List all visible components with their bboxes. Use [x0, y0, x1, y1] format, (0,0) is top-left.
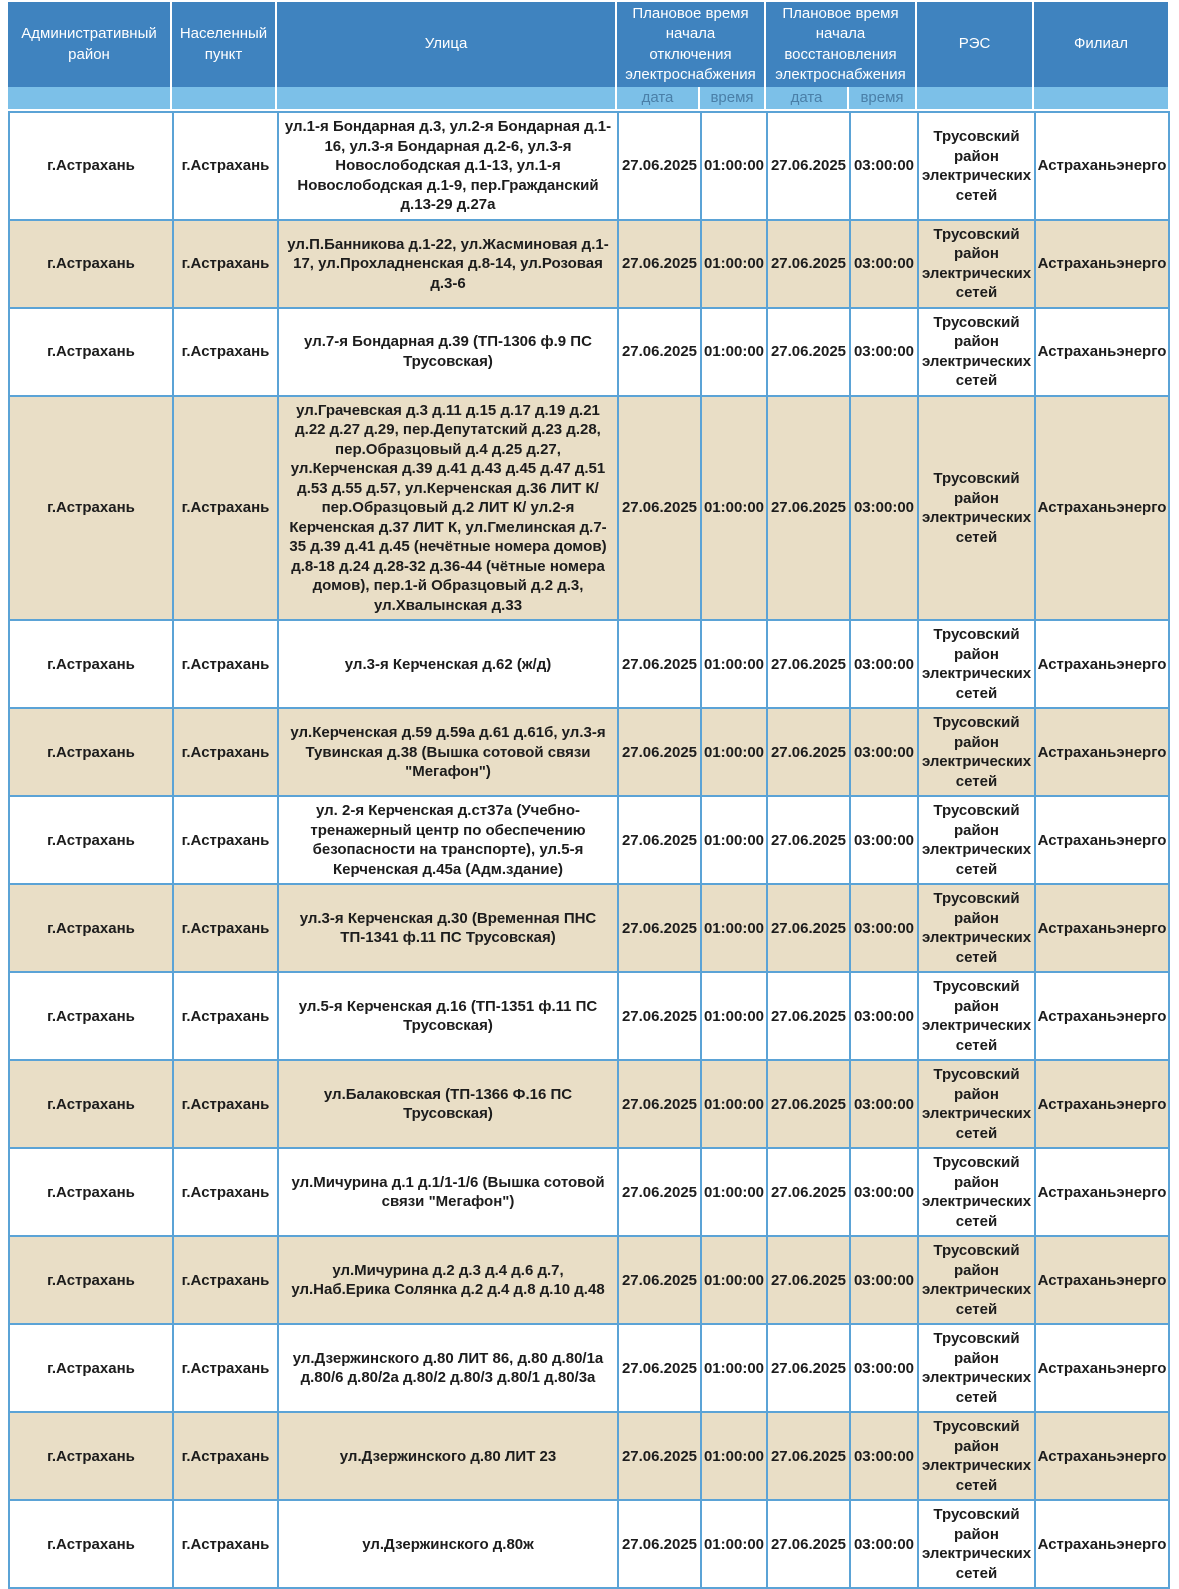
- cell-district: г.Астрахань: [8, 397, 172, 622]
- table-row: [8, 973, 1170, 1061]
- cell-restore-date: 27.06.2025: [766, 1413, 849, 1501]
- cell-restore-date: 27.06.2025: [766, 397, 849, 622]
- cell-street: ул. 2-я Керченская д.ст37а (Учебно-тренажерный центр по обеспечению безопасности на транспорте), ул.5-я Керченская д.45а (Адм.здание): [277, 797, 617, 885]
- cell-restore-date: 27.06.2025: [766, 221, 849, 309]
- cell-outage-date: 27.06.2025: [617, 621, 700, 709]
- cell-res: Трусовский район электрических сетей: [917, 885, 1034, 973]
- subheader-empty-cell: [917, 87, 1034, 111]
- cell-district: г.Астрахань: [8, 621, 172, 709]
- table-row: [8, 309, 1170, 397]
- cell-district: г.Астрахань: [8, 1061, 172, 1149]
- cell-outage-date: 27.06.2025: [617, 1061, 700, 1149]
- cell-settlement: г.Астрахань: [172, 973, 277, 1061]
- cell-outage-time: 01:00:00: [700, 1149, 766, 1237]
- col-header-district: Административный район: [8, 2, 172, 87]
- cell-outage-date: 27.06.2025: [617, 1501, 700, 1589]
- cell-outage-time: 01:00:00: [700, 973, 766, 1061]
- cell-restore-time: 03:00:00: [849, 621, 917, 709]
- cell-settlement: г.Астрахань: [172, 1501, 277, 1589]
- cell-branch: Астраханьэнерго: [1034, 309, 1170, 397]
- cell-district: г.Астрахань: [8, 1149, 172, 1237]
- cell-restore-time: 03:00:00: [849, 1237, 917, 1325]
- subheader-restore-date-label: дата: [766, 87, 849, 111]
- cell-outage-date: 27.06.2025: [617, 973, 700, 1061]
- col-header-outage-start: Плановое время начала отключения электроснабжения: [617, 2, 766, 87]
- cell-street: ул.Керченская д.59 д.59а д.61 д.61б, ул.3-я Тувинская д.38 (Вышка сотовой связи "Мегафон"): [277, 709, 617, 797]
- cell-restore-date: 27.06.2025: [766, 309, 849, 397]
- cell-street: ул.Мичурина д.1 д.1/1-1/6 (Вышка сотовой связи "Мегафон"): [277, 1149, 617, 1237]
- cell-restore-date: 27.06.2025: [766, 1061, 849, 1149]
- cell-branch: Астраханьэнерго: [1034, 797, 1170, 885]
- table-row: [8, 621, 1170, 709]
- table-row: [8, 1501, 1170, 1589]
- cell-restore-time: 03:00:00: [849, 709, 917, 797]
- table-row: [8, 1325, 1170, 1413]
- cell-district: г.Астрахань: [8, 1413, 172, 1501]
- cell-res: Трусовский район электрических сетей: [917, 397, 1034, 622]
- cell-res: Трусовский район электрических сетей: [917, 1149, 1034, 1237]
- cell-outage-date: 27.06.2025: [617, 1149, 700, 1237]
- cell-outage-date: 27.06.2025: [617, 797, 700, 885]
- cell-restore-time: 03:00:00: [849, 111, 917, 221]
- table-row: [8, 1061, 1170, 1149]
- cell-outage-time: 01:00:00: [700, 709, 766, 797]
- cell-settlement: г.Астрахань: [172, 397, 277, 622]
- cell-res: Трусовский район электрических сетей: [917, 111, 1034, 221]
- table-row: [8, 1149, 1170, 1237]
- outage-schedule-table: [8, 2, 1170, 1589]
- table-header: [8, 2, 1170, 111]
- cell-settlement: г.Астрахань: [172, 1325, 277, 1413]
- cell-settlement: г.Астрахань: [172, 797, 277, 885]
- cell-district: г.Астрахань: [8, 1325, 172, 1413]
- cell-settlement: г.Астрахань: [172, 885, 277, 973]
- cell-restore-date: 27.06.2025: [766, 1325, 849, 1413]
- cell-outage-time: 01:00:00: [700, 1061, 766, 1149]
- subheader-empty-cell: [277, 87, 617, 111]
- cell-restore-time: 03:00:00: [849, 1413, 917, 1501]
- cell-restore-date: 27.06.2025: [766, 797, 849, 885]
- cell-restore-date: 27.06.2025: [766, 621, 849, 709]
- cell-settlement: г.Астрахань: [172, 1413, 277, 1501]
- cell-branch: Астраханьэнерго: [1034, 1413, 1170, 1501]
- cell-district: г.Астрахань: [8, 797, 172, 885]
- cell-res: Трусовский район электрических сетей: [917, 309, 1034, 397]
- cell-outage-date: 27.06.2025: [617, 709, 700, 797]
- cell-street: ул.5-я Керченская д.16 (ТП-1351 ф.11 ПС Трусовская): [277, 973, 617, 1061]
- cell-street: ул.Дзержинского д.80ж: [277, 1501, 617, 1589]
- cell-res: Трусовский район электрических сетей: [917, 1061, 1034, 1149]
- cell-branch: Астраханьэнерго: [1034, 111, 1170, 221]
- cell-restore-date: 27.06.2025: [766, 709, 849, 797]
- cell-branch: Астраханьэнерго: [1034, 221, 1170, 309]
- table-row: [8, 111, 1170, 221]
- cell-branch: Астраханьэнерго: [1034, 1237, 1170, 1325]
- cell-settlement: г.Астрахань: [172, 111, 277, 221]
- cell-outage-date: 27.06.2025: [617, 309, 700, 397]
- cell-outage-date: 27.06.2025: [617, 397, 700, 622]
- cell-settlement: г.Астрахань: [172, 709, 277, 797]
- cell-street: ул.3-я Керченская д.62 (ж/д): [277, 621, 617, 709]
- cell-outage-time: 01:00:00: [700, 1325, 766, 1413]
- cell-restore-time: 03:00:00: [849, 1325, 917, 1413]
- cell-res: Трусовский район электрических сетей: [917, 1325, 1034, 1413]
- cell-restore-time: 03:00:00: [849, 885, 917, 973]
- cell-outage-date: 27.06.2025: [617, 111, 700, 221]
- cell-settlement: г.Астрахань: [172, 309, 277, 397]
- cell-restore-date: 27.06.2025: [766, 1149, 849, 1237]
- subheader-empty-cell: [8, 87, 172, 111]
- cell-restore-date: 27.06.2025: [766, 1237, 849, 1325]
- cell-restore-date: 27.06.2025: [766, 885, 849, 973]
- cell-district: г.Астрахань: [8, 309, 172, 397]
- cell-district: г.Астрахань: [8, 221, 172, 309]
- cell-outage-date: 27.06.2025: [617, 221, 700, 309]
- cell-branch: Астраханьэнерго: [1034, 1149, 1170, 1237]
- cell-restore-time: 03:00:00: [849, 1149, 917, 1237]
- subheader-outage-date-label: дата: [617, 87, 700, 111]
- cell-street: ул.7-я Бондарная д.39 (ТП-1306 ф.9 ПС Трусовская): [277, 309, 617, 397]
- table-row: [8, 797, 1170, 885]
- cell-street: ул.Дзержинского д.80 ЛИТ 86, д.80 д.80/1а д.80/6 д.80/2а д.80/2 д.80/3 д.80/1 д.80/3а: [277, 1325, 617, 1413]
- table-row: [8, 885, 1170, 973]
- cell-restore-date: 27.06.2025: [766, 1501, 849, 1589]
- cell-outage-time: 01:00:00: [700, 621, 766, 709]
- cell-street: ул.Грачевская д.3 д.11 д.15 д.17 д.19 д.21 д.22 д.27 д.29, пер.Депутатский д.23 д.28, пер.Образцовый д.4 д.25 д.27, ул.Керченская д.39 д.41 д.43 д.45 д.47 д.51 д.53 д.55 д.57, ул.Керченская д.36 ЛИТ К/ пер.Образцовый д.2 ЛИТ К/ ул.2-я Керченская д.37 ЛИТ К, ул.Гмелинская д.7-35 д.39 д.41 д.45 (нечётные номера домов) д.8-18 д.24 д.28-32 д.36-44 (чётные номера домов), пер.1-й Образцовый д.2 д.3, ул.Хвалынская д.33: [277, 397, 617, 622]
- cell-outage-time: 01:00:00: [700, 1413, 766, 1501]
- table-row: [8, 1237, 1170, 1325]
- cell-street: ул.3-я Керченская д.30 (Временная ПНС ТП-1341 ф.11 ПС Трусовская): [277, 885, 617, 973]
- cell-res: Трусовский район электрических сетей: [917, 221, 1034, 309]
- col-header-street: Улица: [277, 2, 617, 87]
- subheader-restore-time-label: время: [849, 87, 917, 111]
- table-row: [8, 709, 1170, 797]
- table-row: [8, 397, 1170, 622]
- cell-restore-time: 03:00:00: [849, 397, 917, 622]
- cell-restore-date: 27.06.2025: [766, 111, 849, 221]
- cell-street: ул.Мичурина д.2 д.3 д.4 д.6 д.7, ул.Наб.Ерика Солянка д.2 д.4 д.8 д.10 д.48: [277, 1237, 617, 1325]
- cell-branch: Астраханьэнерго: [1034, 709, 1170, 797]
- cell-district: г.Астрахань: [8, 1237, 172, 1325]
- cell-settlement: г.Астрахань: [172, 221, 277, 309]
- cell-branch: Астраханьэнерго: [1034, 1061, 1170, 1149]
- cell-district: г.Астрахань: [8, 1501, 172, 1589]
- cell-outage-date: 27.06.2025: [617, 1237, 700, 1325]
- col-header-branch: Филиал: [1034, 2, 1170, 87]
- cell-outage-date: 27.06.2025: [617, 1325, 700, 1413]
- cell-res: Трусовский район электрических сетей: [917, 1237, 1034, 1325]
- cell-restore-time: 03:00:00: [849, 221, 917, 309]
- cell-outage-time: 01:00:00: [700, 397, 766, 622]
- cell-outage-time: 01:00:00: [700, 797, 766, 885]
- cell-outage-time: 01:00:00: [700, 1237, 766, 1325]
- cell-settlement: г.Астрахань: [172, 1149, 277, 1237]
- cell-restore-time: 03:00:00: [849, 1061, 917, 1149]
- cell-settlement: г.Астрахань: [172, 1237, 277, 1325]
- cell-settlement: г.Астрахань: [172, 1061, 277, 1149]
- cell-district: г.Астрахань: [8, 885, 172, 973]
- cell-outage-time: 01:00:00: [700, 111, 766, 221]
- cell-outage-date: 27.06.2025: [617, 1413, 700, 1501]
- cell-res: Трусовский район электрических сетей: [917, 709, 1034, 797]
- cell-res: Трусовский район электрических сетей: [917, 1501, 1034, 1589]
- subheader-outage-time-label: время: [700, 87, 766, 111]
- cell-restore-time: 03:00:00: [849, 309, 917, 397]
- cell-restore-time: 03:00:00: [849, 973, 917, 1061]
- col-header-settlement: Населенный пункт: [172, 2, 277, 87]
- header-row-main: [8, 2, 1170, 87]
- cell-district: г.Астрахань: [8, 973, 172, 1061]
- cell-res: Трусовский район электрических сетей: [917, 797, 1034, 885]
- cell-restore-time: 03:00:00: [849, 797, 917, 885]
- table-row: [8, 1413, 1170, 1501]
- cell-restore-time: 03:00:00: [849, 1501, 917, 1589]
- cell-branch: Астраханьэнерго: [1034, 621, 1170, 709]
- cell-res: Трусовский район электрических сетей: [917, 973, 1034, 1061]
- subheader-empty-cell: [172, 87, 277, 111]
- col-header-res: РЭС: [917, 2, 1034, 87]
- cell-street: ул.Балаковская (ТП-1366 Ф.16 ПС Трусовская): [277, 1061, 617, 1149]
- header-row-sub: [8, 87, 1170, 111]
- cell-branch: Астраханьэнерго: [1034, 1501, 1170, 1589]
- cell-street: ул.1-я Бондарная д.3, ул.2-я Бондарная д.1-16, ул.3-я Бондарная д.2-6, ул.3-я Новослободская д.1-13, ул.1-я Новослободская д.1-9, пер.Гражданский д.13-29 д.27а: [277, 111, 617, 221]
- cell-outage-time: 01:00:00: [700, 221, 766, 309]
- cell-branch: Астраханьэнерго: [1034, 973, 1170, 1061]
- cell-settlement: г.Астрахань: [172, 621, 277, 709]
- cell-district: г.Астрахань: [8, 111, 172, 221]
- cell-outage-time: 01:00:00: [700, 1501, 766, 1589]
- cell-branch: Астраханьэнерго: [1034, 397, 1170, 622]
- cell-outage-date: 27.06.2025: [617, 885, 700, 973]
- col-header-restore-start: Плановое время начала восстановления электроснабжения: [766, 2, 917, 87]
- table-row: [8, 221, 1170, 309]
- cell-street: ул.П.Банникова д.1-22, ул.Жасминовая д.1-17, ул.Прохладненская д.8-14, ул.Розовая д.3-6: [277, 221, 617, 309]
- cell-branch: Астраханьэнерго: [1034, 885, 1170, 973]
- cell-restore-date: 27.06.2025: [766, 973, 849, 1061]
- cell-branch: Астраханьэнерго: [1034, 1325, 1170, 1413]
- cell-district: г.Астрахань: [8, 709, 172, 797]
- cell-res: Трусовский район электрических сетей: [917, 621, 1034, 709]
- subheader-empty-cell: [1034, 87, 1170, 111]
- cell-res: Трусовский район электрических сетей: [917, 1413, 1034, 1501]
- table-body: [8, 111, 1170, 1589]
- cell-outage-time: 01:00:00: [700, 309, 766, 397]
- cell-outage-time: 01:00:00: [700, 885, 766, 973]
- cell-street: ул.Дзержинского д.80 ЛИТ 23: [277, 1413, 617, 1501]
